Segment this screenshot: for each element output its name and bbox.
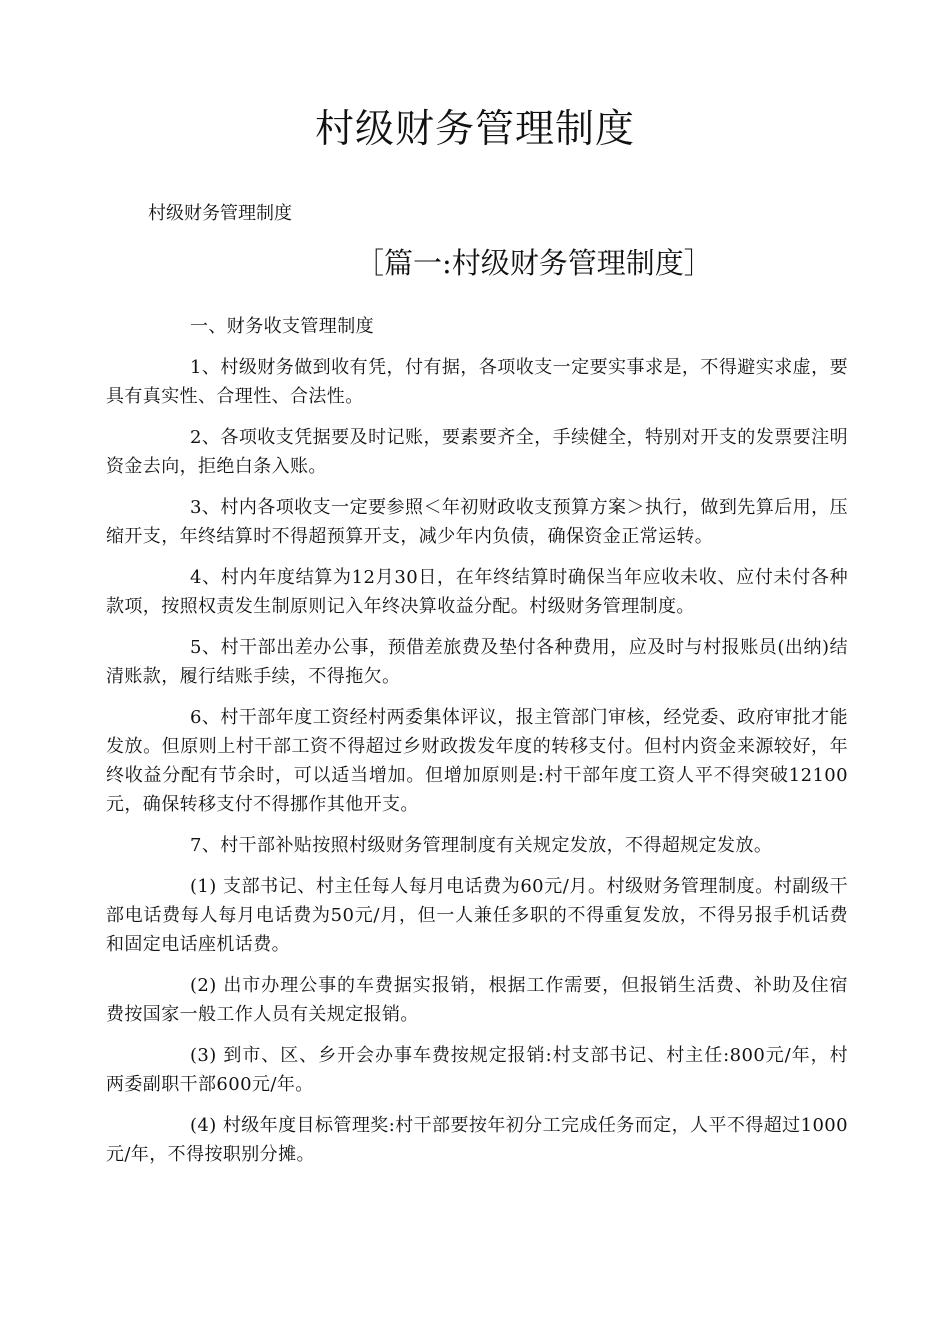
- paragraph-1: 1、村级财务做到收有凭，付有据，各项收支一定要实事求是，不得避实求虚，要具有真实性、合理性、合法性。: [106, 357, 848, 407]
- paragraph-7: 7、村干部补贴按照村级财务管理制度有关规定发放，不得超规定发放。: [190, 835, 773, 856]
- paragraph-5: 5、村干部出差办公事，预借差旅费及垫付各种费用，应及时与村报账员(出纳)结清账款，履行结账手续，不得拖欠。: [106, 637, 848, 687]
- document-subtitle: 村级财务管理制度: [148, 203, 292, 224]
- sub-item-1: (1) 支部书记、村主任每人每月电话费为60元/月。村级财务管理制度。村副级干部电话费每人每月电话费为50元/月，但一人兼任多职的不得重复发放，不得另报手机话费和固定电话座机话费。: [106, 876, 848, 955]
- section-title: ［篇一:村级财务管理制度］: [355, 246, 713, 280]
- paragraph-3: 3、村内各项收支一定要参照＜年初财政收支预算方案＞执行，做到先算后用，压缩开支，年终结算时不得超预算开支，减少年内负债，确保资金正常运转。: [106, 497, 848, 547]
- document-title: 村级财务管理制度: [314, 107, 635, 152]
- sub-item-4: (4) 村级年度目标管理奖:村干部要按年初分工完成任务而定，人平不得超过1000元/年，不得按职别分摊。: [106, 1115, 848, 1165]
- section-heading-finance: 一、财务收支管理制度: [190, 316, 374, 337]
- sub-item-2: (2) 出市办理公事的车费据实报销，根据工作需要，但报销生活费、补助及住宿费按国家一般工作人员有关规定报销。: [106, 975, 848, 1025]
- document-body: [106, 312, 848, 1181]
- paragraph-2: 2、各项收支凭据要及时记账，要素要齐全，手续健全，特别对开支的发票要注明资金去向，拒绝白条入账。: [106, 427, 848, 477]
- paragraph-6: 6、村干部年度工资经村两委集体评议，报主管部门审核，经党委、政府审批才能发放。但原则上村干部工资不得超过乡财政拨发年度的转移支付。但村内资金来源较好，年终收益分配有节余时，可以适当增加。但增加原则是:村干部年度工资人平不得突破12100元，确保转移支付不得挪作其他开支。: [106, 707, 848, 815]
- paragraph-4: 4、村内年度结算为12月30日，在年终结算时确保当年应收未收、应付未付各种款项，按照权责发生制原则记入年终决算收益分配。村级财务管理制度。: [106, 567, 848, 617]
- sub-item-3: (3) 到市、区、乡开会办事车费按规定报销:村支部书记、村主任:800元/年，村两委副职干部600元/年。: [106, 1045, 848, 1095]
